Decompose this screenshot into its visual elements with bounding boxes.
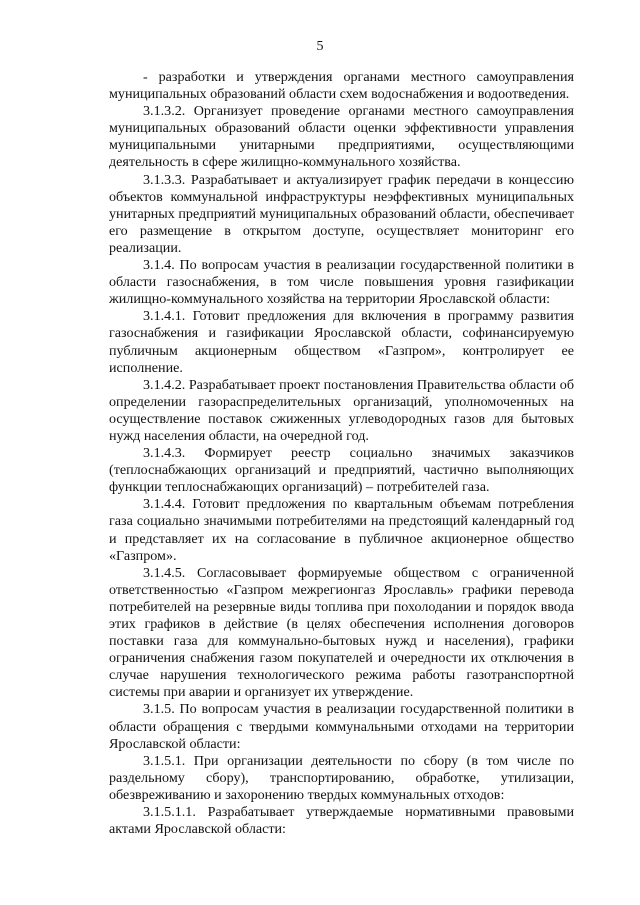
paragraph-3-1-4-5: 3.1.4.5. Согласовывает формируемые обществом с ограниченной ответственностью «Газпром межрегионгаз Ярославль» графики перевода потребителей на резервные виды топлива при похолодании и порядок ввода этих графиков в действие (в целях обеспечения исполнения договоров поставки газа для коммунально-бытовых нужд и населения), графики ограничения снабжения газом покупателей и очередности их отключения в случае нарушения технологического режима работы газотранспортной системы при аварии и организует их утверждение. xyxy=(109,564,574,701)
paragraph-3-1-5-1-1: 3.1.5.1.1. Разрабатывает утверждаемые нормативными правовыми актами Ярославской области: xyxy=(109,804,574,838)
paragraph-3-1-5-1: 3.1.5.1. При организации деятельности по сбору (в том числе по раздельному сбору), транспортированию, обработке, утилизации, обезвреживанию и захоронению твердых коммунальных отходов: xyxy=(109,752,574,803)
document-body xyxy=(109,69,574,838)
paragraph-3-1-3-3: 3.1.3.3. Разрабатывает и актуализирует график передачи в концессию объектов коммунальной инфраструктуры неэффективных муниципальных унитарных предприятий муниципальных образований области, обеспечивает его размещение в открытом доступе, осуществляет мониторинг его реализации. xyxy=(109,171,574,256)
paragraph-3-1-5: 3.1.5. По вопросам участия в реализации государственной политики в области обращения с твердыми коммунальными отходами на территории Ярославской области: xyxy=(109,701,574,752)
paragraph-3-1-4-2: 3.1.4.2. Разрабатывает проект постановления Правительства области об определении газораспределительных организаций, уполномоченных на осуществление поставок сжиженных углеводородных газов для бытовых нужд населения области, на очередной год. xyxy=(109,376,574,444)
paragraph-list-item: - разработки и утверждения органами местного самоуправления муниципальных образований области схем водоснабжения и водоотведения. xyxy=(109,69,574,103)
paragraph-3-1-3-2: 3.1.3.2. Организует проведение органами местного самоуправления муниципальных образований области оценки эффективности управления муниципальными унитарными предприятиями, осуществляющими деятельность в сфере жилищно-коммунального хозяйства. xyxy=(109,103,574,171)
paragraph-3-1-4: 3.1.4. По вопросам участия в реализации государственной политики в области газоснабжения, в том числе повышения уровня газификации жилищно-коммунального хозяйства на территории Ярославской области: xyxy=(109,257,574,308)
paragraph-3-1-4-1: 3.1.4.1. Готовит предложения для включения в программу развития газоснабжения и газификации Ярославской области, софинансируемую публичным акционерным обществом «Газпром», контролирует ее исполнение. xyxy=(109,308,574,376)
paragraph-3-1-4-4: 3.1.4.4. Готовит предложения по квартальным объемам потребления газа социально значимыми потребителями на предстоящий календарный год и представляет их на согласование в публичное акционерное общество «Газпром». xyxy=(109,496,574,564)
page-number: 5 xyxy=(316,39,324,54)
paragraph-3-1-4-3: 3.1.4.3. Формирует реестр социально значимых заказчиков (теплоснабжающих организаций и предприятий, частично выполняющих функции теплоснабжающих организаций) – потребителей газа. xyxy=(109,445,574,496)
